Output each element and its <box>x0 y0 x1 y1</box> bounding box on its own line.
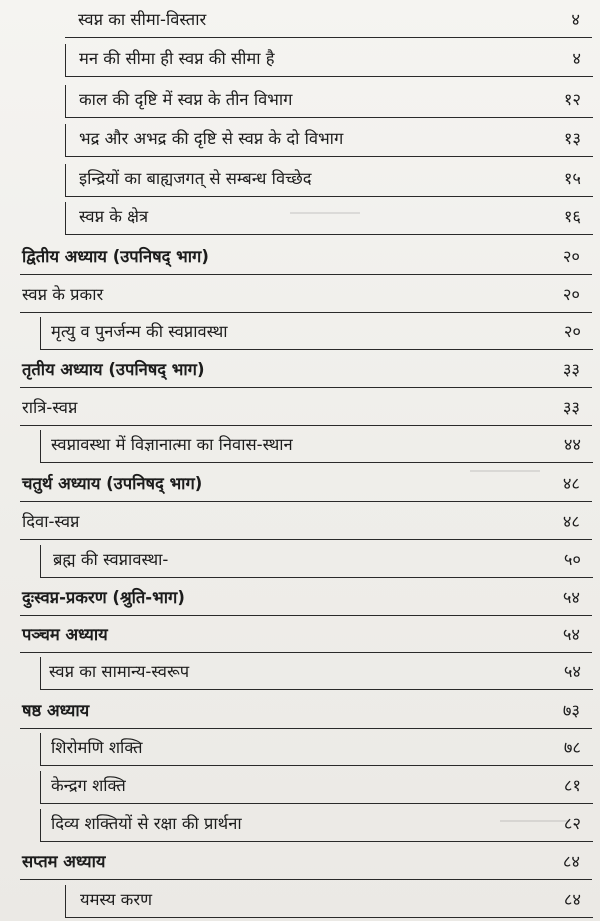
entry-title: चतुर्थ अध्याय (उपनिषद् भाग) <box>22 474 203 493</box>
entry-title: दिवा-स्वप्न <box>22 512 80 531</box>
entry-page-number: ४ <box>572 49 581 68</box>
entry-page-number: २० <box>562 247 580 266</box>
toc-chapter-entry <box>20 583 592 616</box>
toc-entry <box>40 733 593 766</box>
entry-page-number: २० <box>562 285 580 304</box>
entry-title: स्वप्न का सामान्य-स्वरूप <box>49 662 190 681</box>
entry-title: स्वप्न के क्षेत्र <box>79 207 149 226</box>
entry-page-number: ८४ <box>562 852 580 871</box>
toc-entry <box>40 317 593 350</box>
entry-title: दुःस्वप्न-प्रकरण (श्रुति-भाग) <box>22 588 185 607</box>
entry-title: ब्रह्म की स्वप्नावस्था- <box>53 550 169 569</box>
table-of-contents <box>20 0 592 921</box>
toc-entry <box>40 545 593 578</box>
entry-page-number: १५ <box>563 169 581 188</box>
toc-entry <box>65 5 592 38</box>
entry-title: स्वप्नावस्था में विज्ञानात्मा का निवास-स्थान <box>51 435 293 454</box>
toc-entry <box>65 164 593 197</box>
entry-page-number: १३ <box>563 129 581 148</box>
entry-title: शिरोमणि शक्ति <box>51 738 143 757</box>
entry-page-number: ७३ <box>562 701 580 720</box>
entry-page-number: ३३ <box>562 398 580 417</box>
toc-section-entry <box>20 280 592 313</box>
entry-title: द्वितीय अध्याय (उपनिषद् भाग) <box>22 247 209 266</box>
entry-page-number: ८१ <box>563 776 581 795</box>
toc-chapter-entry <box>20 355 592 388</box>
entry-page-number: २० <box>563 322 581 341</box>
entry-title: काल की दृष्टि में स्वप्न के तीन विभाग <box>79 90 293 109</box>
entry-title: मृत्यु व पुनर्जन्म की स्वप्नावस्था <box>51 322 228 341</box>
toc-entry <box>40 430 593 463</box>
toc-entry <box>40 809 593 842</box>
entry-page-number: १२ <box>563 90 581 109</box>
entry-page-number: ५४ <box>562 588 580 607</box>
toc-section-entry <box>20 393 592 426</box>
entry-title: षष्ठ अध्याय <box>22 701 90 720</box>
entry-page-number: ८४ <box>563 890 581 909</box>
entry-title: भद्र और अभद्र की दृष्टि से स्वप्न के दो विभाग <box>79 129 344 148</box>
entry-page-number: ३३ <box>562 360 580 379</box>
toc-entry <box>65 85 593 118</box>
toc-entry <box>65 44 593 77</box>
entry-page-number: ४ <box>571 10 580 29</box>
entry-page-number: ४४ <box>563 435 581 454</box>
toc-entry <box>65 202 593 235</box>
toc-chapter-entry <box>20 469 592 502</box>
entry-page-number: ७८ <box>563 738 581 757</box>
toc-chapter-entry <box>20 847 592 880</box>
toc-chapter-entry <box>20 620 592 653</box>
entry-page-number: ५४ <box>563 662 581 681</box>
toc-entry <box>40 657 593 690</box>
toc-section-entry <box>20 507 592 540</box>
entry-page-number: ८२ <box>563 814 581 833</box>
entry-title: रात्रि-स्वप्न <box>22 398 78 417</box>
entry-title: दिव्य शक्तियों से रक्षा की प्रार्थना <box>51 814 242 833</box>
toc-chapter-entry <box>20 242 592 275</box>
entry-title: केन्द्रग शक्ति <box>51 776 126 795</box>
entry-page-number: ४८ <box>562 474 580 493</box>
entry-title: तृतीय अध्याय (उपनिषद् भाग) <box>22 360 205 379</box>
entry-page-number: ५० <box>563 550 581 569</box>
entry-title: मन की सीमा ही स्वप्न की सीमा है <box>79 49 275 68</box>
entry-page-number: १६ <box>563 207 581 226</box>
entry-title: सप्तम अध्याय <box>22 852 106 871</box>
toc-entry <box>40 771 593 804</box>
entry-page-number: ४८ <box>562 512 580 531</box>
entry-title: स्वप्न के प्रकार <box>22 285 104 304</box>
entry-title: स्वप्न का सीमा-विस्तार <box>78 10 207 29</box>
entry-title: इन्द्रियों का बाह्यजगत् से सम्बन्ध विच्छेद <box>79 169 312 188</box>
entry-title: यमस्य करण <box>80 890 153 909</box>
toc-entry <box>65 124 593 157</box>
toc-entry <box>65 885 593 918</box>
entry-page-number: ५४ <box>562 625 580 644</box>
toc-chapter-entry <box>20 696 592 729</box>
entry-title: पञ्चम अध्याय <box>22 625 108 644</box>
